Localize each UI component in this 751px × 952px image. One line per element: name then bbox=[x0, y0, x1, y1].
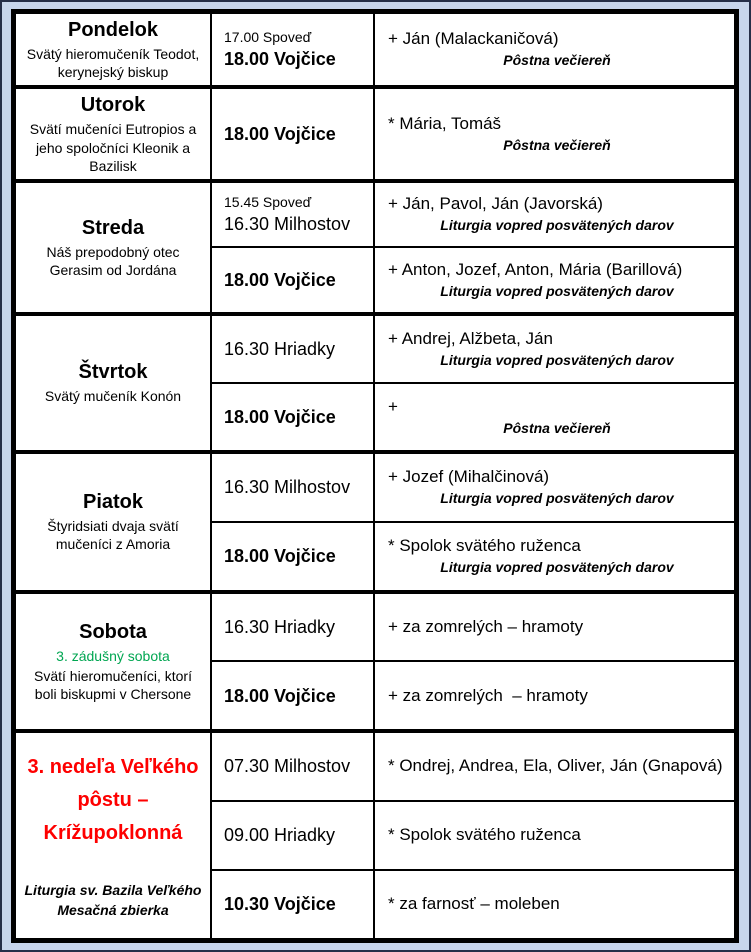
intention-cell bbox=[375, 183, 734, 247]
intention-cell bbox=[375, 384, 734, 450]
time-cell bbox=[212, 384, 375, 450]
service-row bbox=[212, 800, 734, 869]
intention-text: + Jozef (Mihalčinová) bbox=[388, 467, 550, 487]
intention-cell bbox=[375, 662, 734, 729]
day-cell-piatok bbox=[16, 454, 212, 590]
service-time: 18.00 Vojčice bbox=[224, 270, 336, 291]
intention-cell bbox=[375, 454, 734, 521]
service-note: Pôstna večiereň bbox=[503, 136, 611, 153]
day-row-pondelok bbox=[16, 14, 734, 85]
services-sobota bbox=[212, 594, 734, 729]
day-cell-pondelok bbox=[16, 14, 212, 85]
service-note: Liturgia vopred posvätených darov bbox=[440, 351, 674, 368]
service-time: 18.00 Vojčice bbox=[224, 406, 336, 427]
service-row bbox=[212, 316, 734, 382]
day-special-note: 3. zádušný sobota bbox=[56, 647, 170, 664]
day-row-sobota bbox=[16, 590, 734, 729]
time-cell bbox=[212, 316, 375, 382]
day-row-stvrtok bbox=[16, 312, 734, 450]
time-cell bbox=[212, 871, 375, 938]
service-time: 07.30 Milhostov bbox=[224, 756, 351, 777]
intention-cell bbox=[375, 871, 734, 938]
time-cell bbox=[212, 802, 375, 869]
day-feast: Štyridsiati dvaja svätí mučeníci z Amoria bbox=[47, 518, 179, 553]
service-time: 16.30 Hriadky bbox=[224, 338, 336, 359]
confession-time: 15.45 Spoveď bbox=[224, 194, 312, 211]
service-row bbox=[212, 89, 734, 179]
time-cell bbox=[212, 248, 375, 312]
intention-cell bbox=[375, 802, 734, 869]
services-streda bbox=[212, 183, 734, 312]
service-time: 10.30 Vojčice bbox=[224, 894, 336, 915]
page-background bbox=[2, 2, 749, 950]
service-time: 09.00 Hriadky bbox=[224, 825, 336, 846]
intention-text: + bbox=[388, 396, 398, 416]
service-row bbox=[212, 454, 734, 521]
intention-text: + za zomrelých – hramoty bbox=[388, 617, 584, 637]
day-row-piatok bbox=[16, 450, 734, 590]
intention-text: + Anton, Jozef, Anton, Mária (Barillová) bbox=[388, 259, 683, 279]
sunday-note-line1: Liturgia sv. Bazila Veľkého bbox=[24, 881, 202, 898]
time-cell bbox=[212, 662, 375, 729]
intention-cell bbox=[375, 733, 734, 800]
service-time: 16.30 Milhostov bbox=[224, 477, 351, 498]
service-note: Pôstna večiereň bbox=[503, 52, 611, 69]
day-feast: Svätí hieromučeníci, ktorí boli biskupmi v Chersone bbox=[34, 667, 192, 703]
service-row bbox=[212, 660, 734, 729]
liturgical-schedule-table bbox=[11, 9, 739, 943]
service-time: 18.00 Vojčice bbox=[224, 546, 336, 567]
services-nedela bbox=[212, 733, 734, 938]
day-row-streda bbox=[16, 179, 734, 312]
intention-text: * Mária, Tomáš bbox=[388, 113, 502, 133]
service-time: 16.30 Milhostov bbox=[224, 213, 351, 234]
services-piatok bbox=[212, 454, 734, 590]
day-cell-utorok bbox=[16, 89, 212, 179]
services-utorok bbox=[212, 89, 734, 179]
service-time: 18.00 Vojčice bbox=[224, 685, 336, 706]
service-row bbox=[212, 521, 734, 590]
service-time: 16.30 Hriadky bbox=[224, 617, 336, 638]
day-row-nedela bbox=[16, 729, 734, 938]
day-cell-nedela bbox=[16, 733, 212, 938]
sunday-liturgy-note bbox=[25, 880, 202, 921]
day-row-utorok bbox=[16, 85, 734, 179]
intention-cell bbox=[375, 594, 734, 661]
service-note: Liturgia vopred posvätených darov bbox=[440, 282, 674, 299]
service-row bbox=[212, 183, 734, 247]
day-feast: Svätý hieromučeník Teodot, kerynejský biskup bbox=[26, 46, 200, 81]
day-name: 3. nedeľa Veľkého pôstu – Krížupoklonná bbox=[27, 755, 199, 844]
time-cell bbox=[212, 14, 375, 85]
services-pondelok bbox=[212, 14, 734, 85]
services-stvrtok bbox=[212, 316, 734, 450]
intention-text: * Spolok svätého ruženca bbox=[388, 825, 581, 845]
intention-cell bbox=[375, 248, 734, 312]
day-feast: Svätí mučeníci Eutropios a jeho spoločníci Kleonik a Bazilisk bbox=[29, 121, 197, 174]
day-name: Utorok bbox=[80, 94, 146, 117]
service-row bbox=[212, 733, 734, 800]
intention-cell bbox=[375, 523, 734, 590]
time-cell bbox=[212, 454, 375, 521]
sunday-note-line2: Mesačná zbierka bbox=[57, 901, 169, 918]
service-row bbox=[212, 869, 734, 938]
service-note: Liturgia vopred posvätených darov bbox=[440, 559, 674, 576]
day-name: Piatok bbox=[82, 491, 144, 514]
day-feast: Náš prepodobný otec Gerasim od Jordána bbox=[46, 243, 180, 278]
service-note: Pôstna večiereň bbox=[503, 419, 611, 436]
intention-text: + Ján, Pavol, Ján (Javorská) bbox=[388, 194, 603, 214]
time-cell bbox=[212, 733, 375, 800]
service-time: 18.00 Vojčice bbox=[224, 124, 336, 144]
intention-text: * Spolok svätého ruženca bbox=[388, 536, 581, 556]
day-cell-sobota bbox=[16, 594, 212, 729]
day-cell-streda bbox=[16, 183, 212, 312]
service-row bbox=[212, 246, 734, 312]
service-note: Liturgia vopred posvätených darov bbox=[440, 217, 674, 234]
day-feast: Svätý mučeník Konón bbox=[44, 388, 182, 405]
time-cell bbox=[212, 523, 375, 590]
intention-text: + Ján (Malackaničová) bbox=[388, 29, 559, 49]
service-row bbox=[212, 594, 734, 661]
service-note: Liturgia vopred posvätených darov bbox=[440, 490, 674, 507]
intention-cell bbox=[375, 89, 734, 179]
intention-text: * za farnosť – moleben bbox=[388, 894, 560, 914]
day-name: Štvrtok bbox=[78, 361, 148, 384]
day-name: Pondelok bbox=[67, 19, 158, 41]
day-name: Streda bbox=[81, 216, 145, 239]
confession-time: 17.00 Spoveď bbox=[224, 29, 312, 46]
time-cell bbox=[212, 594, 375, 661]
intention-text: * Ondrej, Andrea, Ela, Oliver, Ján (Gnapová) bbox=[388, 756, 723, 776]
service-row bbox=[212, 14, 734, 85]
time-cell bbox=[212, 89, 375, 179]
day-name: Sobota bbox=[79, 620, 147, 643]
day-cell-stvrtok bbox=[16, 316, 212, 450]
service-row bbox=[212, 382, 734, 450]
intention-text: + za zomrelých – hramoty bbox=[388, 685, 588, 705]
intention-text: + Andrej, Alžbeta, Ján bbox=[388, 328, 553, 348]
intention-cell bbox=[375, 316, 734, 382]
time-cell bbox=[212, 183, 375, 247]
service-time: 18.00 Vojčice bbox=[224, 48, 336, 69]
intention-cell bbox=[375, 14, 734, 85]
